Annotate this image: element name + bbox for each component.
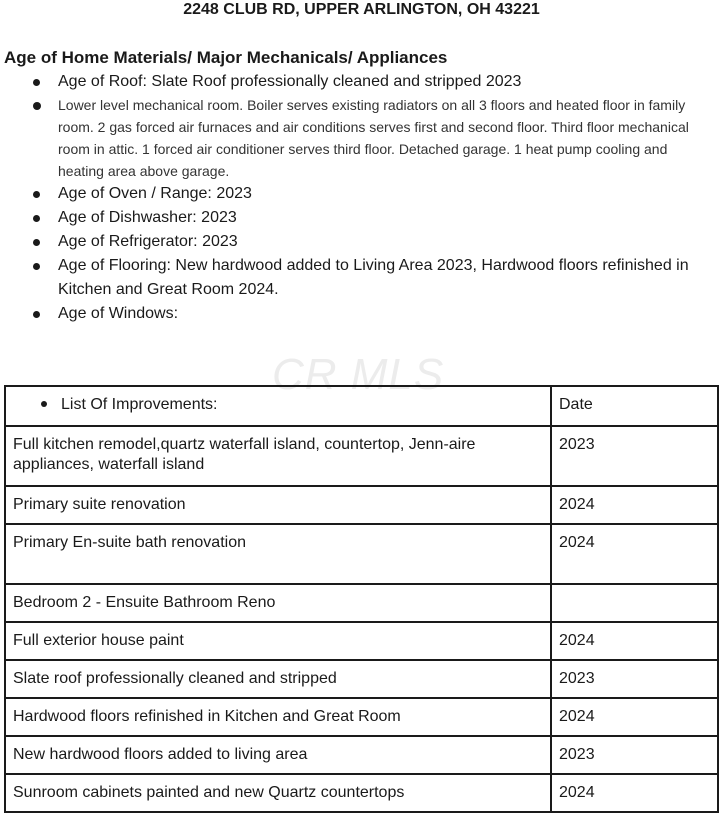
row-date: 2023 xyxy=(551,426,718,486)
row-date: 2024 xyxy=(551,622,718,660)
table-row xyxy=(5,584,718,622)
table-row xyxy=(5,698,718,736)
table-header-row xyxy=(5,386,718,426)
watermark: CR MLS xyxy=(272,350,445,399)
header-description-cell xyxy=(5,386,551,426)
row-date: 2023 xyxy=(551,660,718,698)
list-item-refrigerator xyxy=(0,230,723,254)
section-heading: Age of Home Materials/ Major Mechanicals/ Appliances xyxy=(4,48,448,67)
list-item-text: Age of Roof: Slate Roof professionally cleaned and stripped 2023 xyxy=(58,73,522,90)
row-date: 2023 xyxy=(551,736,718,774)
list-item-dishwasher xyxy=(0,206,723,230)
list-item-flooring xyxy=(0,254,723,302)
list-item-text: Age of Dishwasher: 2023 xyxy=(58,209,237,226)
row-date: 2024 xyxy=(551,774,718,812)
row-description: New hardwood floors added to living area xyxy=(5,736,551,774)
row-description: Full kitchen remodel,quartz waterfall island, countertop, Jenn-aire appliances, waterfall island xyxy=(5,426,551,486)
list-item-mechanicals xyxy=(0,94,723,182)
bullet-icon xyxy=(33,215,40,222)
header-description: List Of Improvements: xyxy=(61,396,218,413)
bullet-icon xyxy=(33,191,40,198)
row-description: Primary En-suite bath renovation xyxy=(5,524,551,584)
bullet-icon xyxy=(41,401,47,407)
list-item-text: Age of Refrigerator: 2023 xyxy=(58,233,238,250)
bullet-icon xyxy=(33,239,40,246)
table-row xyxy=(5,426,718,486)
materials-list xyxy=(0,70,723,326)
bullet-icon xyxy=(33,102,41,110)
list-item-windows xyxy=(0,302,723,326)
row-description: Bedroom 2 - Ensuite Bathroom Reno xyxy=(5,584,551,622)
table-row xyxy=(5,622,718,660)
row-description: Full exterior house paint xyxy=(5,622,551,660)
list-item-roof xyxy=(0,70,723,94)
table-row xyxy=(5,774,718,812)
row-description: Sunroom cabinets painted and new Quartz countertops xyxy=(5,774,551,812)
header-date: Date xyxy=(551,386,718,426)
list-item-text: Lower level mechanical room. Boiler serves existing radiators on all 3 floors and heated floor in family room. 2 gas forced air furnaces and air conditions serves first and second floor. Third floor mechanical room in attic. 1 forced air conditioner serves third floor. Detached garage. 1 heat pump cooling and heating area above garage. xyxy=(58,97,689,179)
row-description: Slate roof professionally cleaned and stripped xyxy=(5,660,551,698)
table-row xyxy=(5,736,718,774)
list-item-text: Age of Windows: xyxy=(58,305,179,322)
row-date: 2024 xyxy=(551,486,718,524)
table-row xyxy=(5,486,718,524)
list-item-oven xyxy=(0,182,723,206)
bullet-icon xyxy=(33,263,40,270)
row-date: 2024 xyxy=(551,698,718,736)
list-item-text: Age of Oven / Range: 2023 xyxy=(58,185,252,202)
page-title: 2248 CLUB RD, UPPER ARLINGTON, OH 43221 xyxy=(183,1,540,18)
row-description: Hardwood floors refinished in Kitchen and Great Room xyxy=(5,698,551,736)
row-date: 2024 xyxy=(551,524,718,584)
row-description: Primary suite renovation xyxy=(5,486,551,524)
improvements-table xyxy=(4,385,719,813)
list-item-text: Age of Flooring: New hardwood added to Living Area 2023, Hardwood floors refinished in Kitchen and Great Room 2024. xyxy=(58,257,689,298)
row-date xyxy=(551,584,718,622)
table-row xyxy=(5,660,718,698)
bullet-icon xyxy=(33,311,40,318)
table-row xyxy=(5,524,718,584)
bullet-icon xyxy=(33,79,40,86)
